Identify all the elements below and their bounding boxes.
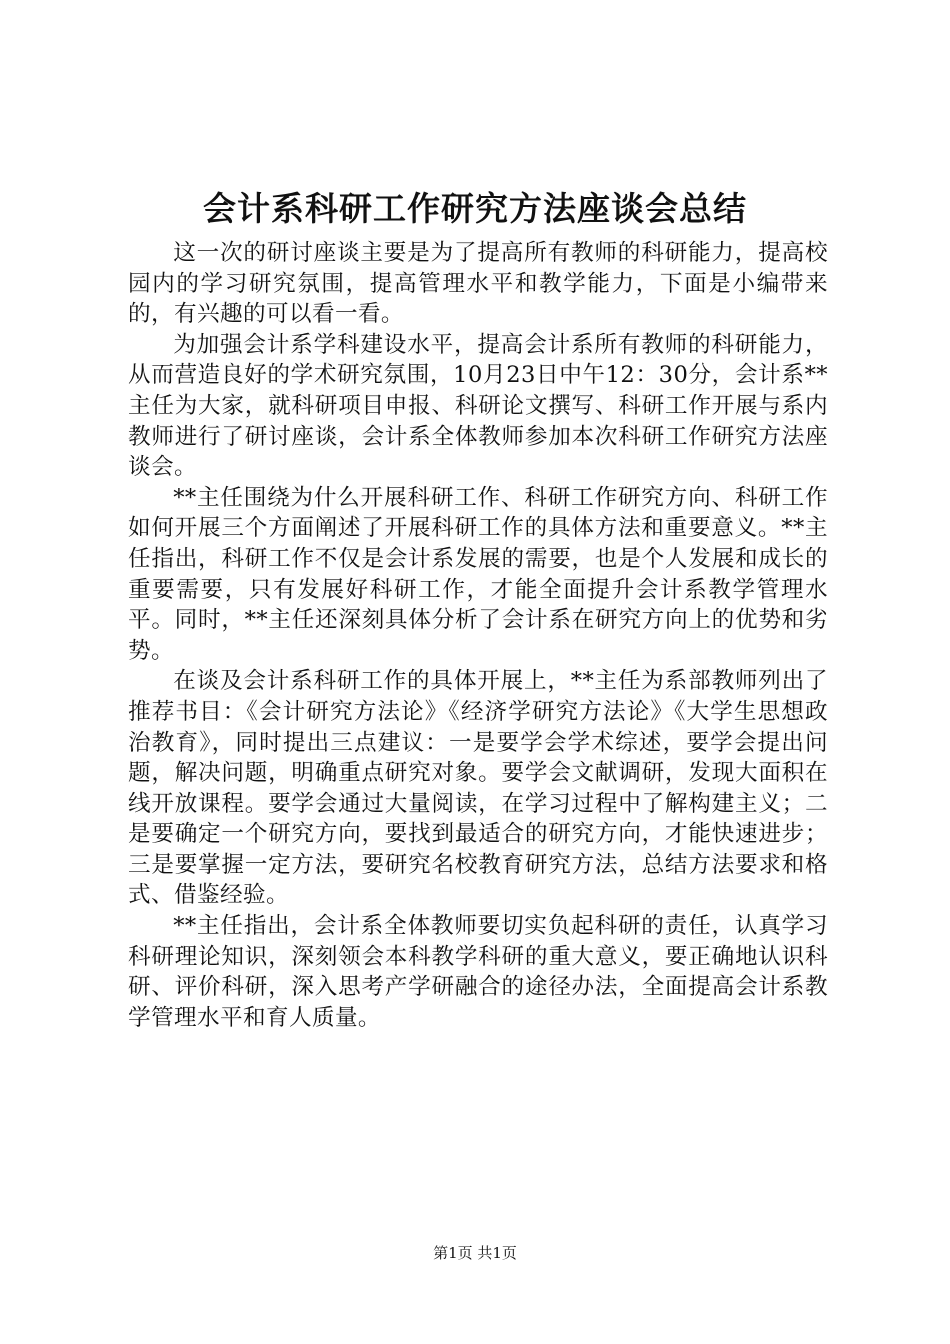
paragraph-suggestions: 在谈及会计系科研工作的具体开展上，**主任为系部教师列出了推荐书目：《会计研究方法论》《经济学研究方法论》《大学生思想政治教育》，同时提出三点建议：一是要学会学术综述，要学会提出问题，解决问题，明确重点研究对象。要学会文献调研，发现大面积在线开放课程。要学会通过大量阅读，在学习过程中了解构建主义；二是要确定一个研究方向，要找到最适合的研究方向，才能快速进步；三是要掌握一定方法，要研究名校教育研究方法，总结方法要求和格式、借鉴经验。 bbox=[128, 668, 828, 909]
paragraph-intro: 这一次的研讨座谈主要是为了提高所有教师的科研能力，提高校园内的学习研究氛围，提高管理水平和教学能力，下面是小编带来的，有兴趣的可以看一看。 bbox=[128, 240, 828, 328]
document-body bbox=[128, 238, 828, 1033]
paragraph-importance: **主任围绕为什么开展科研工作、科研工作研究方向、科研工作如何开展三个方面阐述了开展科研工作的具体方法和重要意义。**主任指出，科研工作不仅是会计系发展的需要，也是个人发展和成长的重要需要，只有发展好科研工作，才能全面提升会计系教学管理水平。同时，**主任还深刻具体分析了会计系在研究方向上的优势和劣势。 bbox=[128, 484, 828, 664]
paragraph-conclusion: **主任指出，会计系全体教师要切实负起科研的责任，认真学习科研理论知识，深刻领会本科教学科研的重大意义，要正确地认识科研、评价科研，深入思考产学研融合的途径办法，全面提高会计系教学管理水平和育人质量。 bbox=[128, 913, 828, 1031]
page-number-footer: 第1页 共1页 bbox=[433, 1244, 517, 1262]
document-title: 会计系科研工作研究方法座谈会总结 bbox=[203, 189, 747, 228]
paragraph-background: 为加强会计系学科建设水平，提高会计系所有教师的科研能力，从而营造良好的学术研究氛围，10月23日中午12：30分，会计系**主任为大家，就科研项目申报、科研论文撰写、科研工作开展与系内教师进行了研讨座谈，会计系全体教师参加本次科研工作研究方法座谈会。 bbox=[128, 331, 828, 481]
